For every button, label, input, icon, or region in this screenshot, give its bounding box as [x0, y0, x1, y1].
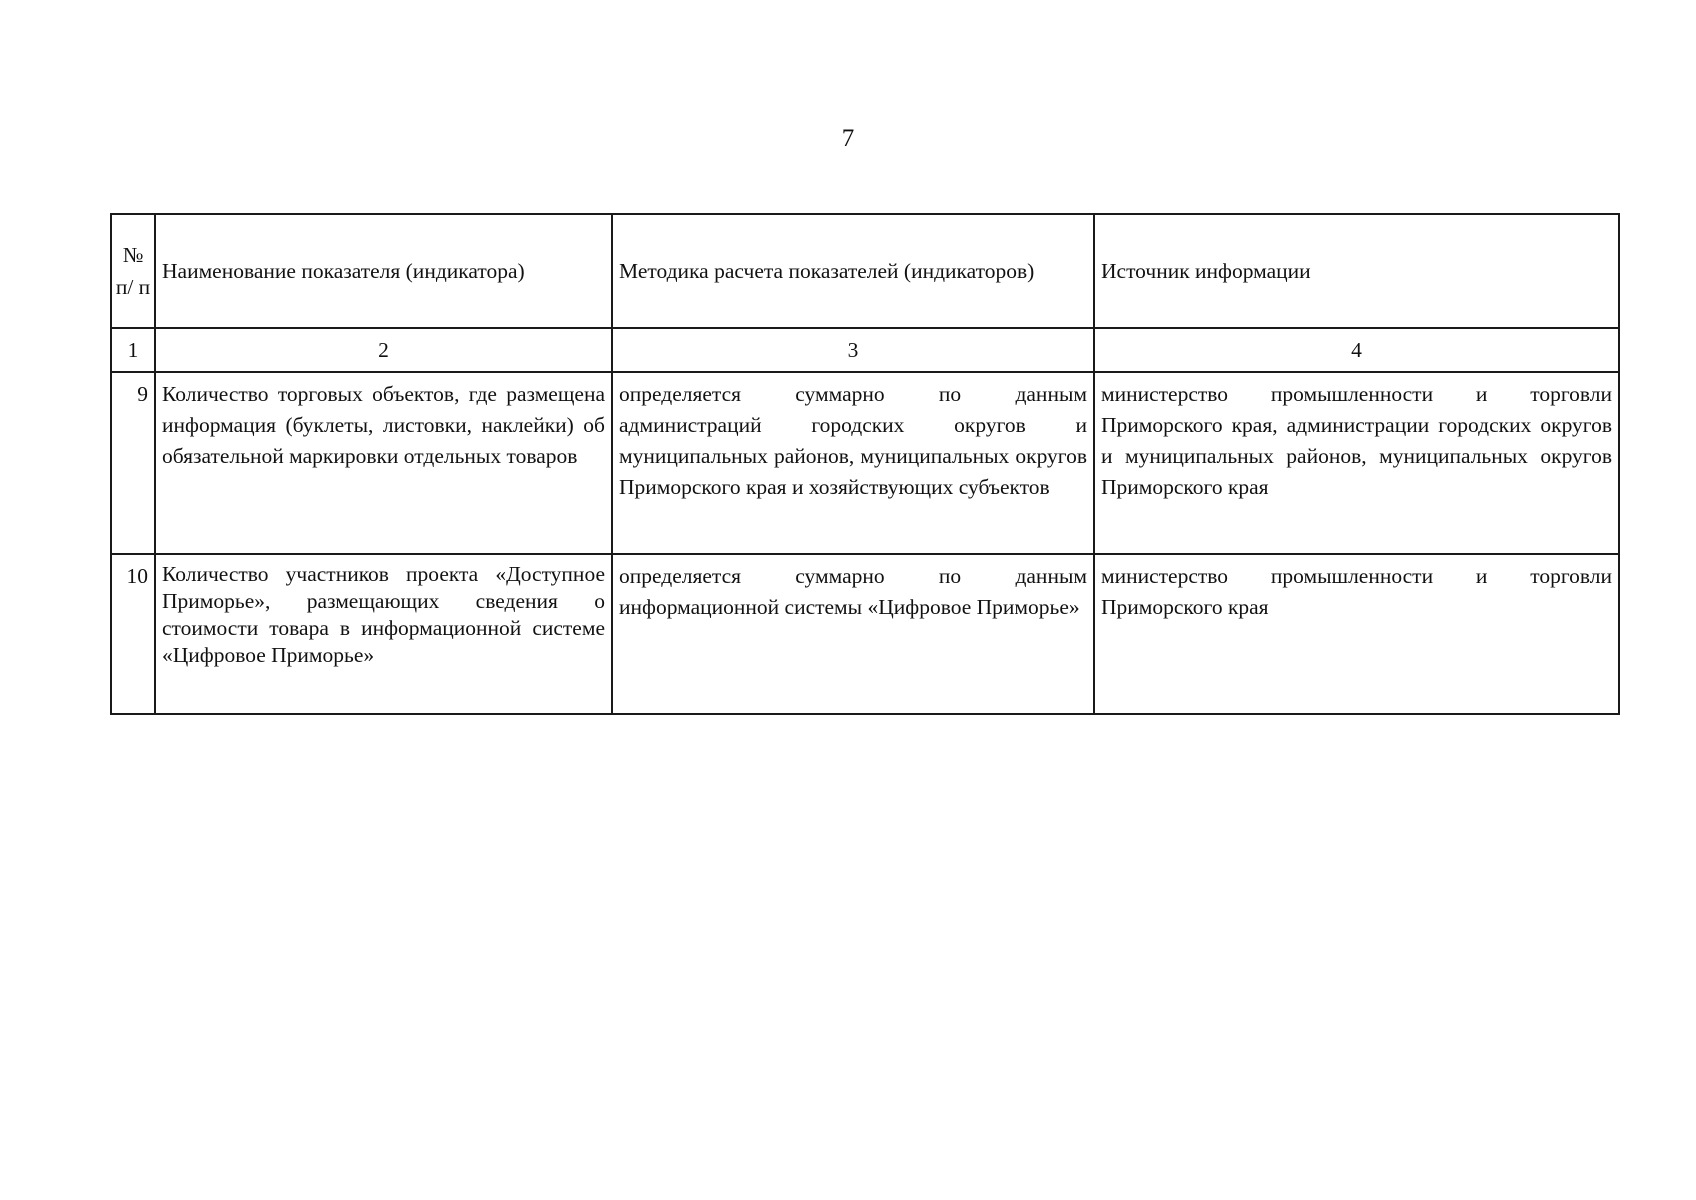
column-numbers-row: [111, 328, 1619, 372]
column-number: 3: [612, 328, 1094, 372]
header-name: Наименование показателя (индикатора): [155, 214, 612, 328]
header-num: № п/ п: [111, 214, 155, 328]
calculation-method: определяется суммарно по данным администраций городских округов и муниципальных районов, муниципальных округов Приморского края и хозяйствующих субъектов: [612, 372, 1094, 554]
table-row: [111, 554, 1619, 714]
row-number: 9: [111, 372, 155, 554]
column-number: 4: [1094, 328, 1619, 372]
column-number: 2: [155, 328, 612, 372]
table-header-row: [111, 214, 1619, 328]
row-number: 10: [111, 554, 155, 714]
indicator-name: Количество торговых объектов, где размещена информация (буклеты, листовки, наклейки) об обязательной маркировки отдельных товаров: [155, 372, 612, 554]
column-number: 1: [111, 328, 155, 372]
page-number: 7: [841, 125, 855, 152]
calculation-method: определяется суммарно по данным информационной системы «Цифровое Приморье»: [612, 554, 1094, 714]
information-source: министерство промышленности и торговли Приморского края: [1094, 554, 1619, 714]
header-method: Методика расчета показателей (индикаторов): [612, 214, 1094, 328]
information-source: министерство промышленности и торговли Приморского края, администрации городских округов и муниципальных районов, муниципальных округов Приморского края: [1094, 372, 1619, 554]
indicator-name: Количество участников проекта «Доступное Приморье», размещающих сведения о стоимости товара в информационной системе «Цифровое Приморье»: [155, 554, 612, 714]
table-row: [111, 372, 1619, 554]
header-source: Источник информации: [1094, 214, 1619, 328]
indicators-table: [110, 213, 1620, 715]
